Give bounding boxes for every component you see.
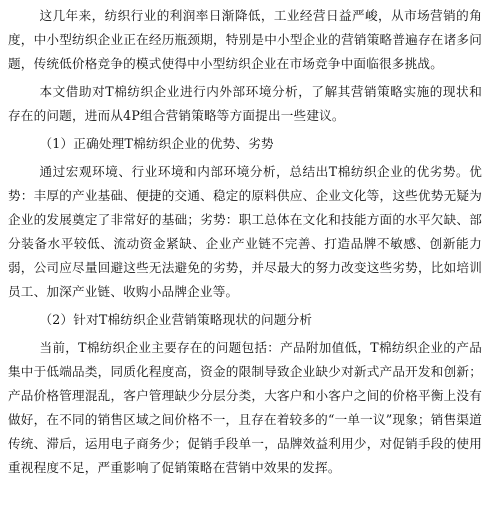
paragraph-problem-analysis: 当前，T棉纺织企业主要存在的问题包括：产品附加值低，T棉纺织企业的产品集中于低端品类，同质化程度高，资金的限制导致企业缺少对新式产品开发和创新；产品价格管理混乱，客户管理缺少分层分类，大客户和小客户之间的价格平衡上没有做好，在不同的销售区域之间价格不一，且存在着较多的“一单一议”现象；销售渠道传统、滞后，运用电子商务少；促销手段单一，品牌效益利用少，对促销手段的使用重视程度不足，严重影响了促销策略在营销中效果的发挥。 <box>8 340 482 475</box>
paragraph-paper-purpose: 本文借助对T棉纺织企业进行内外部环境分析，了解其营销策略实施的现状和存在的问题，进而从4P组合营销策略等方面提出一些建议。 <box>8 84 482 123</box>
section-heading-strengths-weaknesses: （1）正确处理T棉纺织企业的优势、劣势 <box>39 136 274 151</box>
section-heading-problem-analysis: （2）针对T棉纺织企业营销策略现状的问题分析 <box>39 312 313 327</box>
paragraph-strengths-weaknesses: 通过宏观环境、行业环境和内部环境分析，总结出T棉纺织企业的优劣势。优势：丰厚的产业基础、便捷的交通、稳定的原料供应、企业文化等，这些优势无疑为企业的发展奠定了非常好的基础；劣势：职工总体在文化和技能方面的水平欠缺、部分装备水平较低、流动资金紧缺、企业产业链不完善、打造品牌不敏感、创新能力弱，公司应尽量回避这些无法避免的劣势，并尽最大的努力改变这些劣势，比如培训员工、加深产业链、收购小品牌企业等。 <box>8 164 482 299</box>
paragraph-industry-background: 这几年来，纺织行业的利润率日渐降低，工业经营日益严峻，从市场营销的角度，中小型纺织企业正在经历瓶颈期，特别是中小型企业的营销策略普遍存在诸多问题，传统低价格竞争的模式使得中小型纺织企业在市场竞争中面临很多挑战。 <box>8 8 482 71</box>
